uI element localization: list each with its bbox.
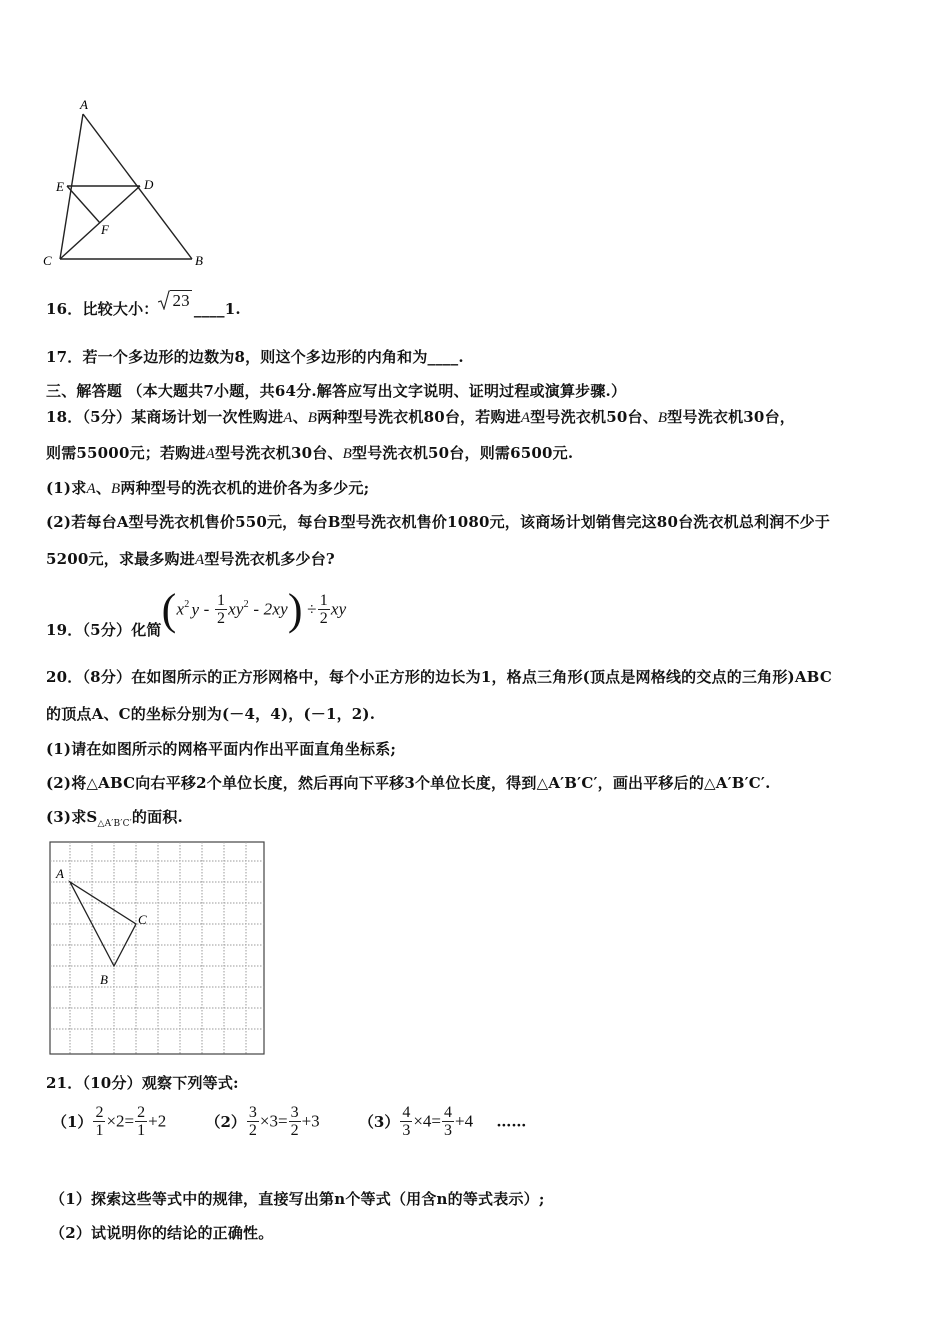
sqrt-expression xyxy=(158,290,191,311)
question-21-part1: （1）探索这些等式中的规律，直接写出第n个等式（用含n的等式表示）; xyxy=(50,1190,545,1208)
radicand: 23 xyxy=(172,291,190,310)
q16-suffix: 1. xyxy=(224,300,241,318)
question-18-line1: 18．（5分）某商场计划一次性购进A、B两种型号洗衣机80台，若购进A型号洗衣机50台、B型号洗衣机30台， xyxy=(46,408,795,426)
question-21-part2: （2）试说明你的结论的正确性。 xyxy=(50,1224,274,1242)
grid-label-b: B xyxy=(100,972,108,987)
label-f: F xyxy=(101,222,109,237)
grid-label-c: C xyxy=(138,912,147,927)
ellipsis: …… xyxy=(496,1112,527,1131)
q16-prefix: 16．比较大小： xyxy=(46,300,159,318)
question-17: 17．若一个多边形的边数为8，则这个多边形的内角和为____. xyxy=(46,348,464,366)
equation-row xyxy=(52,1104,526,1139)
label-a: A xyxy=(80,97,88,112)
fraction-half: $\frac{1}{2}$ xyxy=(216,592,226,627)
question-18-line2: 则需55000元；若购进A型号洗衣机30台、B型号洗衣机50台，则需6500元. xyxy=(46,444,574,462)
left-paren: ( xyxy=(161,585,177,634)
question-18-part2-line1: (2)若每台A型号洗衣机售价550元，每台B型号洗衣机售价1080元，该商场计划销售完这80台洗衣机总利润不少于 xyxy=(46,513,831,531)
question-20-part2: (2)将△ABC向右平移2个单位长度，然后再向下平移3个单位长度，得到△A′B′C′，画出平移后的△A′B′C′. xyxy=(46,774,771,792)
grid-label-a: A xyxy=(56,866,64,881)
grid-figure xyxy=(48,840,266,1056)
simplify-expression: ($x^2$ y - $\frac{1}{2}$ $xy^2 - 2xy$) ÷ $\frac{1}{2}$ xy xyxy=(161,585,347,634)
question-21-title: 21．（10分）观察下列等式: xyxy=(46,1074,239,1092)
question-18-part1: (1)求A、B两种型号的洗衣机的进价各为多少元; xyxy=(46,479,370,497)
label-d: D xyxy=(144,177,154,192)
label-b: B xyxy=(195,253,203,268)
question-20-line1: 20．（8分）在如图所示的正方形网格中，每个小正方形的边长为1，格点三角形(顶点是网格线的交点的三角形)ABC xyxy=(46,668,832,686)
question-16 xyxy=(46,291,241,319)
right-paren: ) xyxy=(287,585,303,634)
equation-1: （1） $\frac{2}{1}$ ×2= $\frac{2}{1}$ +2 xyxy=(52,1104,167,1139)
label-c: C xyxy=(43,253,52,268)
label-e: E xyxy=(56,179,64,194)
radical-sign-icon xyxy=(158,290,170,310)
question-20-line2: 的顶点A、C的坐标分别为(－4，4)，(－1，2). xyxy=(46,705,376,723)
section-heading: 三、解答题 （本大题共7小题，共64分.解答应写出文字说明、证明过程或演算步骤.） xyxy=(46,382,627,400)
equation-2: （2） $\frac{3}{2}$ ×3= $\frac{3}{2}$ +3 xyxy=(205,1104,320,1139)
question-19: 19．（5分）化简($x^2$ y - $\frac{1}{2}$ $xy^2 - 2xy$) ÷ $\frac{1}{2}$ xy xyxy=(46,585,347,640)
fraction-half-2: $\frac{1}{2}$ xyxy=(319,592,328,627)
question-20-part3: (3)求$S_{\triangle A'B'C'}$的面积. xyxy=(46,808,183,829)
question-20-part1: (1)请在如图所示的网格平面内作出平面直角坐标系; xyxy=(46,740,397,758)
equation-3: （3） $\frac{4}{3}$ ×4= $\frac{4}{3}$ +4 xyxy=(358,1104,474,1139)
q16-blank: ____ xyxy=(193,300,225,318)
triangle-figure xyxy=(40,92,220,274)
question-18-part2-line2: 5200元，求最多购进A型号洗衣机多少台? xyxy=(46,550,335,568)
